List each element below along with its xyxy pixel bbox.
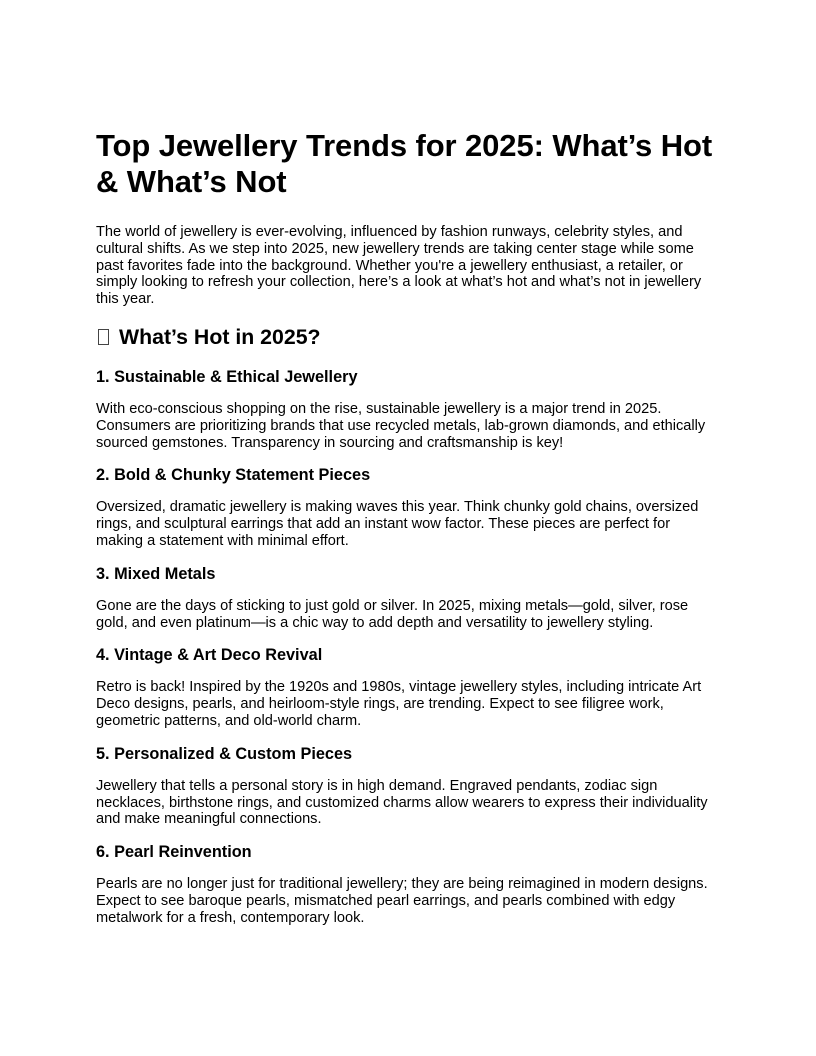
trend-text-2: Oversized, dramatic jewellery is making waves this year. Think chunky gold chains, oversized rings, and sculptural earrings that add an instant wow factor. These pieces are perfect for making a statement with minimal effort.	[96, 499, 699, 549]
trend-heading-3: 3. Mixed Metals	[96, 564, 216, 583]
trend-heading-6: 6. Pearl Reinvention	[96, 843, 252, 862]
missing-glyph-box-icon	[98, 329, 109, 345]
trend-text-1: With eco-conscious shopping on the rise, sustainable jewellery is a major trend in 2025. Consumers are prioritizing brands that use recycled metals, lab-grown diamonds, and ethically sourced gemstones. Transparency in sourcing and craftsmanship is key!	[96, 400, 706, 451]
intro-paragraph: The world of jewellery is ever-evolving, influenced by fashion runways, celebrity styles, and cultural shifts. As we step into 2025, new jewellery trends are taking center stage while some past favorites fade into the background. Whether you're a jewellery enthusiast, a retailer, or simply looking to refresh your collection, here’s a look at what’s hot and what’s not in jewellery this year.	[96, 224, 702, 308]
trend-text-4: Retro is back! Inspired by the 1920s and 1980s, vintage jewellery styles, including intricate Art Deco designs, pearls, and heirloom-style rings, are trending. Expect to see filigree work, geometric patterns, and old-world charm.	[96, 679, 702, 729]
trend-text-6: Pearls are no longer just for traditional jewellery; they are being reimagined in modern designs. Expect to see baroque pearls, mismatched pearl earrings, and pearls combined with edgy metalwork for a fresh, contemporary look.	[96, 876, 708, 926]
trend-heading-1: 1. Sustainable & Ethical Jewellery	[96, 367, 358, 386]
trend-heading-4: 4. Vintage & Art Deco Revival	[96, 646, 323, 665]
trend-text-3: Gone are the days of sticking to just gold or silver. In 2025, mixing metals—gold, silver, rose gold, and even platinum—is a chic way to add depth and versatility to jewellery styling.	[96, 597, 689, 631]
trend-heading-5: 5. Personalized & Custom Pieces	[96, 744, 353, 763]
trend-text-5: Jewellery that tells a personal story is in high demand. Engraved pendants, zodiac sign necklaces, birthstone rings, and customized charms allow wearers to express their individuality and make meaningful connections.	[96, 777, 708, 828]
section-heading-whats-hot	[96, 324, 720, 350]
document-title: Top Jewellery Trends for 2025: What’s Hot & What’s Not	[96, 128, 713, 199]
section-heading-text: What’s Hot in 2025?	[119, 324, 321, 349]
trend-heading-2: 2. Bold & Chunky Statement Pieces	[96, 466, 371, 485]
document-page	[96, 128, 720, 941]
